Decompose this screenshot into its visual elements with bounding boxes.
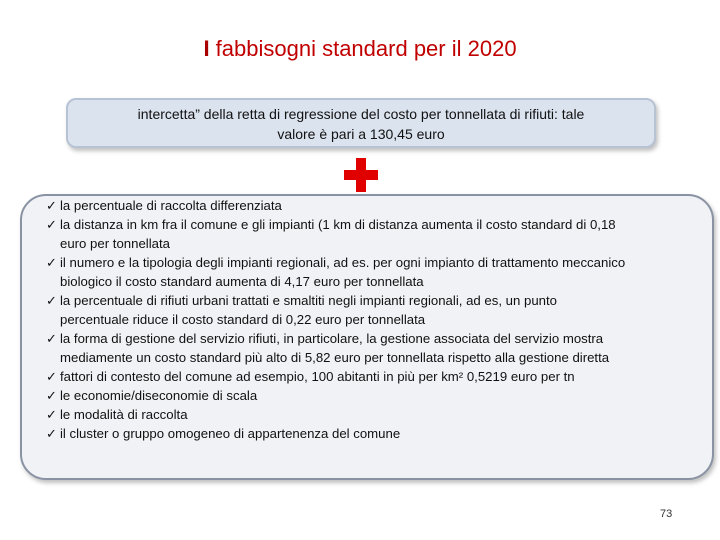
factors-list — [46, 196, 706, 443]
list-item-text: le modalità di raccolta — [60, 407, 188, 422]
list-item — [46, 424, 706, 443]
list-item-text: la percentuale di rifiuti urbani trattati e smaltiti negli impianti regionali, ad es, un punto — [60, 293, 558, 308]
page-number: 73 — [660, 508, 673, 520]
list-item — [46, 196, 706, 215]
checkmark-icon: ✓ — [46, 369, 57, 384]
title-text: fabbisogni standard per il 2020 — [209, 36, 517, 61]
title-first-letter: I — [203, 36, 210, 61]
list-item — [46, 291, 706, 329]
checkmark-icon: ✓ — [46, 331, 57, 346]
list-item-text: il cluster o gruppo omogeneo di appartenenza del comune — [60, 426, 401, 441]
checkmark-icon: ✓ — [46, 426, 57, 441]
intercept-line-1: intercetta” della retta di regressione del costo per tonnellata di rifiuti: tale — [137, 106, 585, 122]
list-item-text: la percentuale di raccolta differenziata — [60, 198, 282, 213]
list-item-text: la distanza in km fra il comune e gli impianti (1 km di distanza aumenta il costo standard di 0,18 — [60, 217, 616, 232]
list-item-text: fattori di contesto del comune ad esempio, 100 abitanti in più per km² 0,5219 euro per tn — [60, 369, 575, 384]
checkmark-icon: ✓ — [46, 293, 57, 308]
checkmark-icon: ✓ — [46, 255, 57, 270]
intercept-box — [66, 98, 656, 148]
list-item — [46, 253, 706, 291]
list-item — [46, 367, 706, 386]
list-item-text: mediamente un costo standard più alto di 5,82 euro per tonnellata rispetto alla gestione diretta — [60, 350, 610, 365]
list-item-text: percentuale riduce il costo standard di 0,22 euro per tonnellata — [60, 312, 426, 327]
checkmark-icon: ✓ — [46, 198, 57, 213]
list-item-text: la forma di gestione del servizio rifiuti, in particolare, la gestione associata del servizio mostra — [60, 331, 604, 346]
checkmark-icon: ✓ — [46, 388, 57, 403]
list-item-text: biologico il costo standard aumenta di 4,17 euro per tonnellata — [60, 274, 424, 289]
list-item-text: euro per tonnellata — [60, 236, 170, 251]
list-item-text: le economie/diseconomie di scala — [60, 388, 258, 403]
checkmark-icon: ✓ — [46, 217, 57, 232]
list-item — [46, 386, 706, 405]
intercept-line-2: valore è pari a 130,45 euro — [277, 126, 445, 142]
list-item — [46, 329, 706, 367]
slide-title — [0, 36, 720, 62]
checkmark-icon: ✓ — [46, 407, 57, 422]
list-item-text: il numero e la tipologia degli impianti regionali, ad es. per ogni impianto di trattamento meccanico — [60, 255, 626, 270]
list-item — [46, 215, 706, 253]
list-item — [46, 405, 706, 424]
plus-icon — [344, 158, 378, 192]
